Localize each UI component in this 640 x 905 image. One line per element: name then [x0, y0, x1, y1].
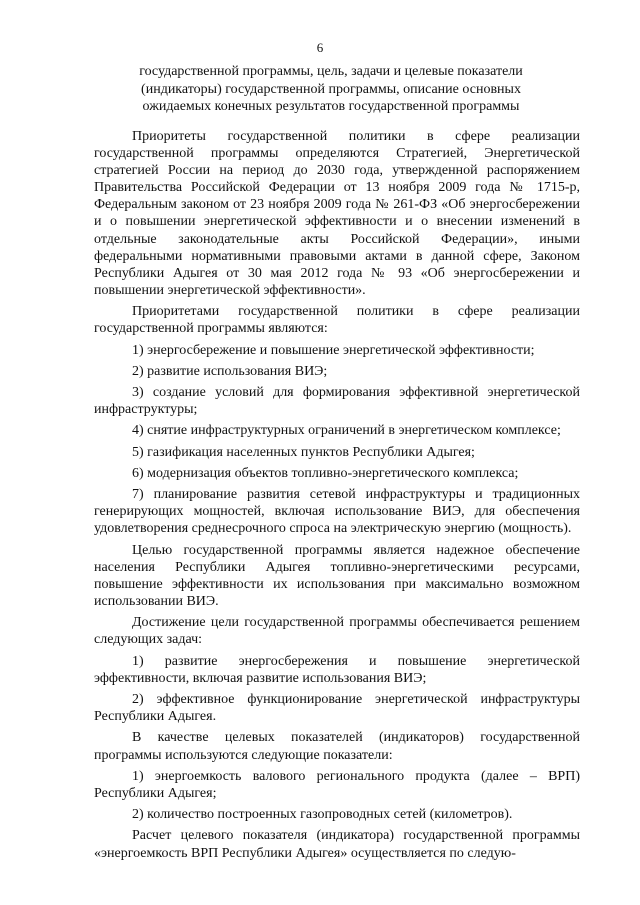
- paragraph-indicators-intro: В качестве целевых показателей (индикаторов) государственной программы используются следующие показатели:: [94, 730, 580, 763]
- body-text: [94, 128, 580, 866]
- paragraph-tasks-intro: Достижение цели государственной программы обеспечивается решением следующих задач:: [94, 615, 580, 648]
- list-item: 5) газификация населенных пунктов Республики Адыгея;: [132, 444, 475, 460]
- section-heading: [118, 63, 544, 116]
- list-item: 2) развитие использования ВИЭ;: [132, 363, 328, 379]
- paragraph-goal: Целью государственной программы является надежное обеспечение населения Республики Адыгея топливно-энергетическими ресурсами, повышение эффективности их использования при максимально возможном использовании ВИЭ.: [94, 542, 580, 610]
- list-item: 1) энергоемкость валового регионального продукта (далее – ВРП) Республики Адыгея;: [94, 768, 580, 801]
- heading-line: (индикаторы) государственной программы, описание основных: [141, 81, 521, 97]
- paragraph-priorities-intro: Приоритетами государственной политики в сфере реализации государственной программы являются:: [94, 304, 580, 337]
- list-item: 7) планирование развития сетевой инфраструктуры и традиционных генерирующих мощностей, включая использование ВИЭ, для обеспечения удовлетворения среднесрочного спроса на электрическую энергию (мощность).: [94, 487, 580, 537]
- list-item: 1) развитие энергосбережения и повышение энергетической эффективности, включая развитие использования ВИЭ;: [94, 653, 580, 686]
- paragraph-priorities-basis: Приоритеты государственной политики в сфере реализации государственной программы определяются Стратегией, Энергетической стратегией России на период до 2030 года, утвержденной распоряжением Правительства Российской Федерации от 13 ноября 2009 года № 1715-р, Федеральным законом от 23 ноября 2009 года № 261-ФЗ «Об энергосбережении и о повышении энергетической эффективности и о внесении изменений в отдельные законодательные акты Российской Федерации», иными федеральными нормативными правовыми актами в данной сфере, Законом Республики Адыгея от 30 мая 2012 года № 93 «Об энергосбережении и повышении энергетической эффективности».: [94, 129, 580, 298]
- heading-line: ожидаемых конечных результатов государственной программы: [142, 99, 520, 114]
- heading-line: государственной программы, цель, задачи и целевые показатели: [139, 64, 523, 79]
- page-number: 6: [316, 40, 324, 55]
- paragraph-calculation: Расчет целевого показателя (индикатора) государственной программы «энергоемкость ВРП Республики Адыгея» осуществляется по следую-: [94, 828, 580, 861]
- list-item: 2) эффективное функционирование энергетической инфраструктуры Республики Адыгея.: [94, 692, 580, 725]
- list-item: 6) модернизация объектов топливно-энергетического комплекса;: [132, 466, 519, 481]
- list-item: 3) создание условий для формирования эффективной энергетической инфраструктуры;: [94, 385, 580, 418]
- list-item: 4) снятие инфраструктурных ограничений в энергетическом комплексе;: [132, 423, 561, 439]
- list-item: 2) количество построенных газопроводных сетей (километров).: [132, 807, 513, 823]
- list-item: 1) энергосбережение и повышение энергетической эффективности;: [132, 342, 535, 358]
